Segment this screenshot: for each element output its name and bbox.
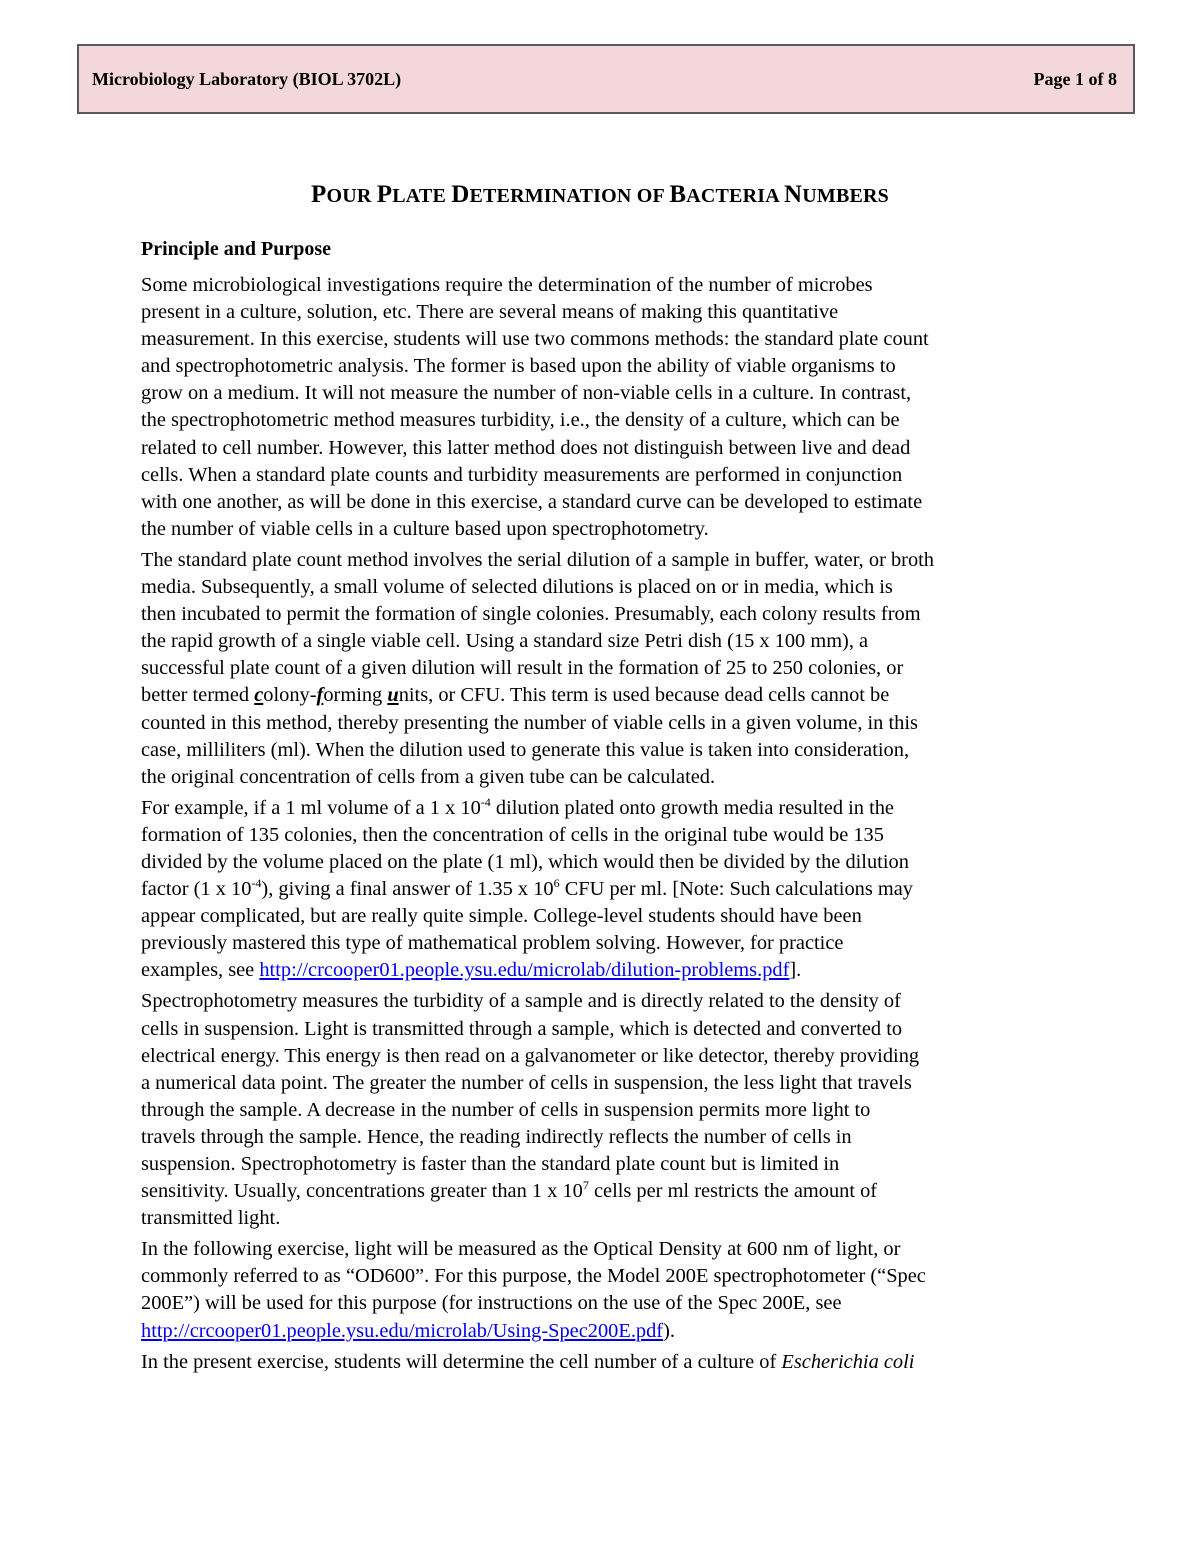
text-line: suspension. Spectrophotometry is faster than the standard plate count but is limited in: [141, 1153, 840, 1175]
text-line: formation of 135 colonies, then the concentration of cells in the original tube would be 135: [141, 823, 884, 846]
text-line: the original concentration of cells from a given tube can be calculated.: [141, 765, 716, 788]
text-line: measurement. In this exercise, students will use two commons methods: the standard plate count: [141, 328, 929, 351]
text-line: with one another, as will be done in this exercise, a standard curve can be developed to estimate: [141, 490, 923, 513]
text-line: a numerical data point. The greater the number of cells in suspension, the less light that travels: [141, 1071, 912, 1094]
text-line: media. Subsequently, a small volume of selected dilutions is placed on or in media, which is: [141, 576, 893, 599]
text-line: 200E”) will be used for this purpose (for instructions on the use of the Spec 200E, see: [141, 1292, 842, 1315]
text-line: [141, 1318, 1061, 1345]
exponent: -4: [251, 876, 262, 891]
paragraph-intro: [141, 272, 1061, 543]
text-line: and spectrophotometric analysis. The former is based upon the ability of viable organisms to: [141, 355, 896, 378]
text-run: better termed: [141, 684, 255, 707]
text-line: divided by the volume placed on the plate (1 ml), which would then be divided by the dilution: [141, 850, 909, 873]
text-run: orming: [323, 684, 388, 707]
text-line: the number of viable cells in a culture based upon spectrophotometry.: [141, 517, 709, 540]
title-rest: ACTERIA: [686, 185, 779, 207]
cfu-emphasis: c: [254, 684, 264, 707]
text-run: ).: [663, 1319, 675, 1342]
exponent: -4: [480, 794, 491, 809]
title-cap: B: [669, 181, 687, 208]
text-line: transmitted light.: [141, 1207, 281, 1230]
document-title: [0, 181, 1200, 209]
text-run: For example, if a 1 ml volume of a 1 x 10: [141, 796, 481, 819]
text-line: grow on a medium. It will not measure the number of non-viable cells in a culture. In contrast,: [141, 382, 912, 405]
text-line: travels through the sample. Hence, the reading indirectly reflects the number of cells in: [141, 1125, 852, 1148]
text-run: ), giving a final answer of 1.35 x 10: [261, 878, 554, 901]
title-cap: P: [310, 181, 327, 208]
text-run: nits, or CFU. This term is used because dead cells cannot be: [398, 684, 890, 707]
page-header: [77, 44, 1135, 114]
text-line: [141, 1178, 1061, 1205]
text-run: dilution plated onto growth media resulted in the: [490, 796, 894, 819]
title-cap: P: [376, 181, 393, 208]
text-line: previously mastered this type of mathematical problem solving. However, for practice: [141, 932, 844, 955]
paragraph-plate-count: [141, 547, 1061, 791]
text-line: through the sample. A decrease in the number of cells in suspension permits more light to: [141, 1098, 871, 1121]
text-line: successful plate count of a given dilution will result in the formation of 25 to 250 colonies, or: [141, 657, 904, 680]
text-run: factor (1 x 10: [141, 878, 252, 901]
text-line: appear complicated, but are really quite simple. College-level students should have been: [141, 905, 862, 928]
paragraph-present-exercise: [141, 1349, 1061, 1376]
text-line: Spectrophotometry measures the turbidity of a sample and is directly related to the density of: [141, 990, 901, 1013]
text-line: [141, 795, 1061, 822]
species-name: Escherichia coli: [781, 1350, 915, 1373]
cfu-emphasis: u: [387, 684, 399, 707]
title-rest: UMBERS: [802, 185, 890, 207]
text-run: sensitivity. Usually, concentrations greater than 1 x 10: [141, 1180, 583, 1203]
text-run: cells per ml restricts the amount of: [588, 1180, 878, 1203]
text-run: examples, see: [141, 959, 260, 982]
text-run: ].: [789, 959, 802, 982]
text-line: [141, 1349, 1061, 1376]
paragraph-od600: [141, 1236, 1061, 1344]
text-line: counted in this method, thereby presenting the number of viable cells in a given volume, in this: [141, 711, 918, 734]
text-run: In the present exercise, students will determine the cell number of a culture of: [141, 1350, 782, 1373]
text-run: CFU per ml. [Note: Such calculations may: [559, 878, 913, 901]
paragraph-example: [141, 795, 1061, 985]
text-line: related to cell number. However, this latter method does not distinguish between live and dead: [141, 436, 911, 459]
text-line: [141, 957, 1061, 984]
text-line: Some microbiological investigations require the determination of the number of microbes: [141, 274, 873, 296]
document-body: [141, 236, 1061, 1380]
text-line: case, milliliters (ml). When the dilution used to generate this value is taken into consideration,: [141, 738, 910, 761]
cfu-emphasis: f: [316, 684, 324, 707]
text-line: In the following exercise, light will be measured as the Optical Density at 600 nm of light, or: [141, 1238, 901, 1261]
text-line-cfu: [141, 682, 1061, 709]
text-line: cells in suspension. Light is transmitted through a sample, which is detected and converted to: [141, 1017, 903, 1040]
page-indicator: Page 1 of 8: [1033, 68, 1117, 89]
section-heading: Principle and Purpose: [141, 238, 332, 260]
text-run: olony-: [263, 684, 317, 707]
course-title: Microbiology Laboratory (BIOL 3702L): [92, 68, 402, 89]
text-line: cells. When a standard plate counts and turbidity measurements are performed in conjunction: [141, 463, 903, 486]
text-line: [141, 876, 1061, 903]
text-line: the spectrophotometric method measures turbidity, i.e., the density of a culture, which can be: [141, 409, 900, 432]
text-line: the rapid growth of a single viable cell. Using a standard size Petri dish (15 x 100 mm), a: [141, 630, 869, 653]
title-rest: LATE: [392, 185, 446, 207]
title-cap: D: [451, 181, 470, 208]
dilution-problems-link[interactable]: http://crcooper01.people.ysu.edu/microlab/dilution-problems.pdf: [259, 959, 790, 982]
title-cap: N: [783, 181, 803, 208]
text-line: The standard plate count method involves the serial dilution of a sample in buffer, water, or broth: [141, 548, 935, 571]
text-line: then incubated to permit the formation of single colonies. Presumably, each colony results from: [141, 603, 921, 626]
exponent: 6: [553, 876, 560, 891]
text-line: electrical energy. This energy is then read on a galvanometer or like detector, thereby providing: [141, 1044, 920, 1067]
text-line: present in a culture, solution, etc. There are several means of making this quantitative: [141, 301, 839, 324]
title-rest: OUR: [326, 185, 372, 207]
title-rest: ETERMINATION OF: [469, 185, 665, 207]
exponent: 7: [582, 1178, 589, 1193]
spec200e-instructions-link[interactable]: http://crcooper01.people.ysu.edu/microlab/Using-Spec200E.pdf: [141, 1319, 664, 1342]
paragraph-spectrophotometry: [141, 988, 1061, 1232]
text-line: commonly referred to as “OD600”. For this purpose, the Model 200E spectrophotometer (“Spec: [141, 1265, 926, 1288]
